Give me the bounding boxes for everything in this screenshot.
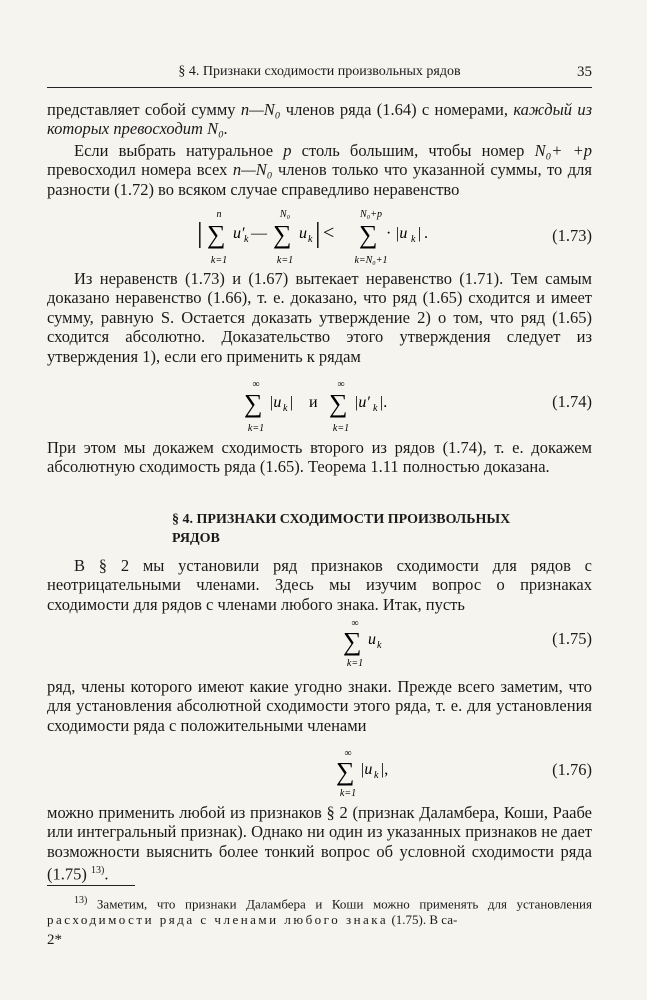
header-rule — [47, 87, 592, 88]
equation-1-73-graphic — [47, 205, 592, 269]
paragraph-6: ряд, члены которого имеют какие угодно знаки. Прежде всего заметим, что для установления абсолютной сходимости этого ряда, т. е. для установления сходимости ряда с положительными членами — [47, 677, 592, 735]
sum-1-upper: n — [216, 209, 222, 220]
equation-number-1-76: (1.76) — [552, 760, 592, 779]
section-heading: § 4. ПРИЗНАКИ СХОДИМОСТИ ПРОИЗВОЛЬНЫХ РЯДОВ — [172, 512, 511, 546]
sigma: ∑ — [343, 627, 362, 656]
running-title: § 4. Признаки сходимости произвольных рядов — [178, 64, 461, 79]
term-1-sub: k — [244, 234, 249, 245]
term: |u — [360, 761, 373, 778]
sum-1-upper: ∞ — [252, 379, 260, 390]
term-sub: k — [377, 640, 382, 651]
paragraph-7: можно применить любой из признаков § 2 (признак Даламбера, Коши, Раабе или интегральный признак). Однако ни один из указанных признаков не дает возможности выяснить более тонкий вопрос об условной сходимости ряда (1.75) $^{13)}$. — [47, 803, 592, 884]
sigma-1: ∑ — [207, 220, 226, 249]
term-1: |u — [269, 394, 282, 411]
paragraph-5: В § 2 мы установили ряд признаков сходимости для рядов с неотрицательными членами. Здесь мы изучим вопрос о признаках сходимости для рядов с членами любого знака. Итак, пусть — [47, 556, 592, 614]
term-end: |, — [381, 761, 389, 778]
equation-number-1-73: (1.73) — [552, 226, 592, 245]
term-1-bar: | — [290, 394, 294, 411]
term-2-sub: k — [373, 403, 378, 414]
term-3-sub: k — [411, 234, 416, 245]
term-2: |u′ — [354, 394, 370, 411]
page-number: 35 — [577, 64, 592, 80]
sum-2-lower: k=1 — [332, 423, 350, 434]
equation-number-1-75: (1.75) — [552, 629, 592, 648]
term-2: u — [299, 225, 307, 242]
sum-upper: ∞ — [344, 748, 352, 759]
minus-sign: — — [251, 225, 267, 242]
sum-3-lower: k=N₀+1 — [354, 255, 388, 266]
less-than-sign: < — [323, 222, 335, 244]
sigma-1: ∑ — [244, 389, 263, 418]
term-1-sub: k — [283, 403, 288, 414]
sum-1-lower: k=1 — [210, 255, 228, 266]
paragraph-2: Если выбрать натуральное p столь большим, чтобы номер N₀+ +p превосходил номера всех n—N₀ членов только что указанной суммы, то для разности (1.72) во всяком случае справедливо неравенство — [47, 141, 592, 199]
term-3-dot: · — [386, 225, 392, 242]
equation-1-74 — [47, 376, 592, 436]
paragraph-3: Из неравенств (1.73) и (1.67) вытекает неравенство (1.71). Тем самым доказано неравенство (1.66), т. е. доказано, что ряд (1.65) сходится и имеет сумму, равную S. Остается доказать утверждение 2) о том, что ряд (1.65) сходится абсолютно. Доказательство этого утверждения следует из утверждения 1), если его применить к рядам — [47, 269, 592, 366]
term-sub: k — [374, 770, 379, 781]
equation-1-74-graphic — [47, 376, 592, 436]
equation-1-76 — [47, 746, 592, 806]
abs-bar-right: | — [315, 218, 321, 249]
sigma-3: ∑ — [359, 220, 378, 249]
paragraph-4: При этом мы докажем сходимость второго из рядов (1.74), т. е. докажем абсолютную сходимость ряда (1.65). Теорема 1.11 полностью доказана. — [47, 438, 592, 477]
abs-bar-left: | — [197, 218, 203, 249]
sum-3-upper: N₀+p — [360, 209, 382, 220]
term-1: u′ — [233, 225, 245, 242]
term-3: |u — [395, 225, 408, 242]
term-3-end: . — [424, 225, 428, 242]
sigma: ∑ — [336, 757, 355, 786]
sum-2-lower: k=1 — [276, 255, 294, 266]
sigma-2: ∑ — [329, 389, 348, 418]
signature-mark: 2* — [47, 932, 62, 948]
equation-1-76-graphic — [47, 746, 592, 802]
footnote: $^{13)}$ Заметим, что признаки Даламбера и Коши можно применять для установления расходимости ряда с членами любого знака (1.75). В са- — [47, 895, 592, 928]
equation-1-75-graphic — [47, 616, 592, 672]
sum-lower: k=1 — [346, 658, 364, 669]
sum-lower: k=1 — [339, 788, 357, 799]
footnote-mark: 13) — [91, 865, 105, 877]
term-2-end: |. — [380, 394, 388, 411]
footnote-rule — [47, 885, 135, 886]
sigma-2: ∑ — [273, 220, 292, 249]
term: u — [368, 631, 376, 648]
term-3-bar: | — [418, 225, 422, 242]
sum-2-upper: N₀ — [279, 209, 291, 220]
term-2-sub: k — [308, 234, 313, 245]
equation-number-1-74: (1.74) — [552, 392, 592, 411]
equation-1-73 — [47, 205, 592, 265]
sum-2-upper: ∞ — [337, 379, 345, 390]
equation-1-75 — [47, 616, 592, 676]
conjunction-and: и — [309, 394, 318, 411]
sum-upper: ∞ — [351, 618, 359, 629]
paragraph-1: представляет собой сумму n—N₀ членов ряда (1.64) с номерами, каждый из которых превосходит N₀. — [47, 100, 592, 139]
sum-1-lower: k=1 — [247, 423, 265, 434]
